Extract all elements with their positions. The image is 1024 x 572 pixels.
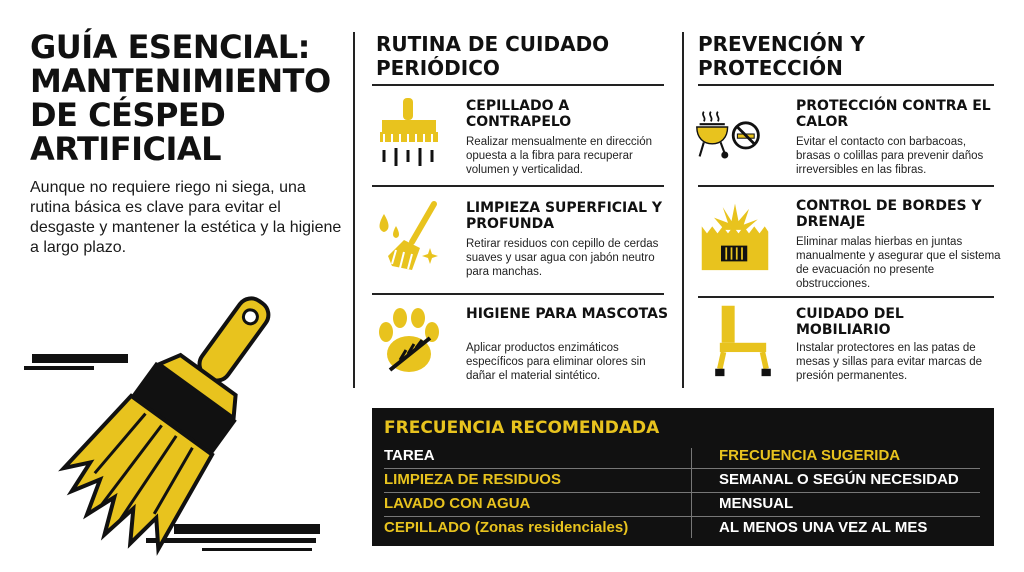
item-title: HIGIENE PARA MASCOTAS (466, 306, 669, 322)
item-text: Retirar residuos con cepillo de cerdas suaves y usar agua con jabón neutro para manchas. (466, 238, 659, 278)
barbecue-no-smoking-icon (694, 96, 764, 172)
task-cell: LAVADO CON AGUA (384, 495, 531, 512)
brush-sweeping-icon (374, 96, 444, 172)
table-header-row (384, 444, 980, 468)
intro-text: Aunque no requiere riego ni siega, una rutina básica es clave para evitar el desgaste y mantener la estética y la higiene a largo plazo. (30, 179, 342, 256)
table-row (384, 468, 980, 492)
table-row (384, 492, 980, 516)
divider (698, 185, 994, 187)
item-text: Evitar el contacto con barbacoas, brasas o colillas para prevenir daños irreversibles en las fibras. (796, 136, 984, 176)
section-heading-routine: RUTINA DE CUIDADO PERIÓDICO (376, 32, 610, 80)
frequency-cell: SEMANAL O SEGÚN NECESIDAD (719, 471, 959, 488)
task-cell: LIMPIEZA DE RESIDUOS (384, 471, 561, 488)
item-title: CEPILLADO A CONTRAPELO (466, 98, 572, 130)
column-header: TAREA (384, 447, 435, 464)
title-line: DE CÉSPED (30, 96, 226, 134)
title-line: ARTIFICIAL (30, 130, 222, 168)
title-line: MANTENIMIENTO (30, 62, 331, 100)
item-title: CUIDADO DEL MOBILIARIO (796, 306, 904, 338)
paw-print-icon (374, 304, 444, 380)
section-heading-prevention: PREVENCIÓN Y PROTECCIÓN (698, 32, 865, 80)
column-divider (691, 448, 692, 538)
item-text: Aplicar productos enzimáticos específicos para eliminar olores sin dañar el material sintético. (466, 342, 646, 382)
table-row (384, 516, 980, 540)
item-title: LIMPIEZA SUPERFICIAL Y PROFUNDA (466, 200, 663, 232)
frequency-cell: AL MENOS UNA VEZ AL MES (719, 519, 928, 536)
frequency-title: FRECUENCIA RECOMENDADA (384, 418, 660, 438)
divider (698, 84, 994, 86)
item-text: Eliminar malas hierbas en juntas manualmente y asegurar que el sistema de evacuación no presente obstrucciones. (796, 236, 1001, 290)
divider (372, 185, 664, 187)
item-text: Realizar mensualmente en dirección opuesta a la fibra para recuperar volumen y verticalidad. (466, 136, 653, 176)
page-title (30, 30, 350, 166)
paint-brush-icon (24, 272, 324, 564)
divider (372, 84, 664, 86)
column-header: FRECUENCIA SUGERIDA (719, 447, 901, 464)
weeds-drain-icon (700, 198, 770, 274)
column-divider (682, 32, 684, 388)
item-title: PROTECCIÓN CONTRA EL CALOR (796, 98, 991, 130)
item-title: CONTROL DE BORDES Y DRENAJE (796, 198, 982, 230)
frequency-cell: MENSUAL (719, 495, 794, 512)
divider (698, 296, 994, 298)
item-text: Instalar protectores en las patas de mesas y sillas para evitar marcas de presión permanentes. (796, 342, 982, 382)
broom-droplets-icon (374, 198, 444, 274)
chair-icon (708, 302, 778, 378)
title-line: GUÍA ESENCIAL: (30, 28, 310, 66)
column-divider (353, 32, 355, 388)
frequency-table (372, 408, 994, 546)
divider (372, 293, 664, 295)
task-cell: CEPILLADO (Zonas residenciales) (384, 519, 629, 536)
